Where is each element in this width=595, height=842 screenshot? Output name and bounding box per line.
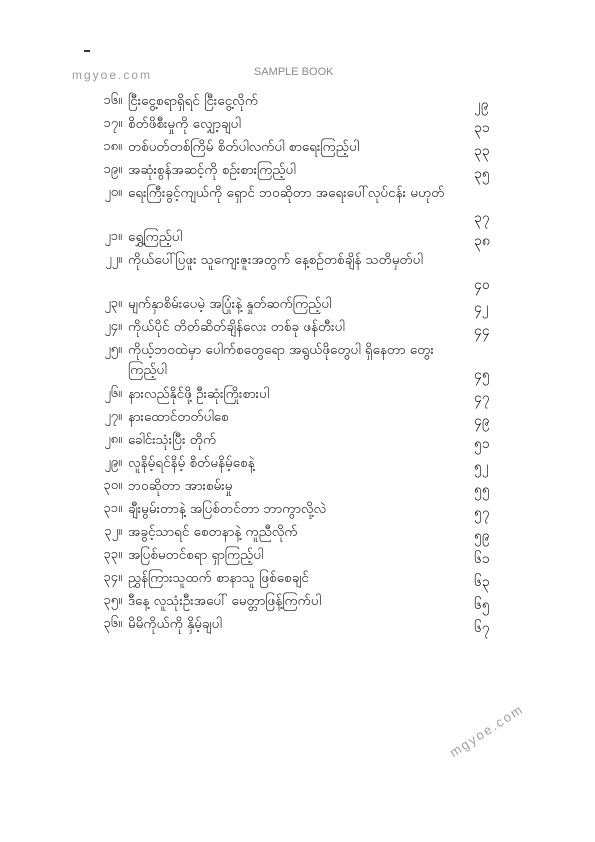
toc-title: မျက်နှာစိမ်းပေမဲ့ အပြုံးနဲ့ နှုတ်ဆက်ကြည့်ပါ: [128, 296, 332, 312]
toc-number: ၂၄။: [104, 319, 122, 334]
toc-number: ၃၀။: [103, 478, 122, 493]
toc-number: ၃၁။: [103, 501, 122, 516]
toc-title: ချီးမွမ်းတာနဲ့ အပြစ်တင်တာ ဘာကွာလို့လဲ: [128, 501, 327, 517]
toc-number: ၁၈။: [103, 139, 122, 154]
toc-title: ဒီနေ့ လူသုံးဦးအပေါ် မေတ္တာဖြန့်ကြက်ပါ: [128, 593, 321, 609]
toc-row: [0, 473, 595, 496]
toc-page: ၄၇: [474, 390, 490, 406]
sample-book-label: SAMPLE BOOK: [254, 66, 334, 78]
toc-number: ၁၉။: [103, 162, 122, 177]
toc-title: နားလည်နိုင်ဖို့ ဦးဆုံးကြိုးစားပါ: [128, 386, 270, 402]
toc-row: [0, 157, 595, 180]
toc-row: [0, 611, 595, 634]
toc-page: ၃၃: [474, 143, 490, 159]
toc-row: [0, 314, 595, 337]
toc-title: ညွှန်ကြားသူထက် စာနာသူ ဖြစ်စေချင်: [128, 570, 309, 586]
toc-row: [0, 496, 595, 519]
toc-number: ၂၇။: [104, 409, 122, 424]
toc-page: ၅၁: [474, 436, 490, 452]
toc-page: ၄၅: [474, 367, 490, 383]
toc-number: ၂၅။: [104, 342, 122, 357]
toc-title: စိတ်ဖိစီးမှုကို လျှော့ချပါ: [128, 116, 241, 132]
toc-number: ၃၂။: [104, 524, 122, 539]
toc-page: ၅၅: [474, 482, 490, 498]
toc-title: လူနိမ့်ရင်နိမ့် စိတ်မနိမ့်စေနဲ့: [128, 455, 255, 471]
toc-number: ၃၃။: [103, 547, 122, 562]
toc-row: [0, 224, 595, 247]
toc-page: ၂၉: [474, 97, 489, 113]
toc-number: ၁၇။: [103, 116, 122, 131]
toc-row: [0, 519, 595, 542]
toc-page: ၅၉: [474, 528, 490, 544]
toc-title: ကိုယ်ပေါ်ပြဖူး သူကျေးဇူးအတွက် နေ့စဉ်တစ်ချိန် သတိမှတ်ပါ: [128, 252, 423, 268]
toc-row: [0, 404, 595, 427]
toc-number: ၂၃။: [104, 296, 122, 311]
toc-row: [0, 427, 595, 450]
toc-number: ၃၆။: [103, 616, 122, 631]
table-of-contents: [0, 88, 595, 634]
toc-row: [0, 588, 595, 611]
toc-page: ၄၂: [474, 300, 489, 316]
toc-title: မိမိကိုယ်ကို နှိမ့်ချပါ: [128, 616, 222, 632]
toc-page: ၄၀: [474, 277, 490, 293]
toc-title: အခွင့်သာရင် စေတနာနဲ့ ကူညီလိုက်: [128, 524, 298, 540]
toc-title: တစ်ပတ်တစ်ကြိမ် စိတ်ပါလက်ပါ စာရေးကြည့်ပါ: [128, 139, 359, 155]
toc-row: [0, 291, 595, 314]
toc-number: ၁၆။: [103, 93, 122, 108]
toc-title: ကိုယ့်ဘဝထဲမှာ ပေါက်စတွေရော အရွယ်ဖိုတွေပါ ရှိနေတာ တွေးကြည့်ပါ: [128, 342, 434, 378]
toc-page: ၃၅: [474, 166, 490, 182]
toc-title: ရွှေ့ကြည့်ပါ: [128, 229, 182, 245]
toc-title: နားထောင်တတ်ပါစေ: [128, 409, 229, 425]
toc-page: ၄၄: [474, 323, 490, 339]
toc-row: [0, 381, 595, 404]
toc-title: အဆုံးစွန်အဆင့်ကို စဉ်းစားကြည့်ပါ: [128, 162, 296, 178]
toc-page: ၆၃: [474, 574, 490, 590]
toc-row: [0, 111, 595, 134]
toc-number: ၂၆။: [104, 386, 122, 401]
toc-page: ၄၉: [474, 413, 490, 429]
toc-number: ၂၂။: [105, 252, 122, 267]
toc-number: ၂၈။: [104, 432, 122, 447]
watermark-bottom: mgyoe.com: [446, 701, 527, 760]
toc-row: [0, 88, 595, 111]
toc-number: ၂၀။: [104, 185, 122, 200]
toc-number: ၂၉။: [104, 455, 122, 470]
toc-page: ၅၇: [474, 505, 490, 521]
toc-row: [0, 180, 595, 224]
toc-page: ၃၈: [474, 233, 490, 249]
header-dash: [84, 50, 90, 52]
toc-number: ၂၁။: [104, 229, 122, 244]
toc-title: အပြစ်မတင်စရာ ရှာကြည့်ပါ: [128, 547, 264, 563]
toc-row: [0, 247, 595, 291]
toc-page: ၆၅: [474, 597, 490, 613]
toc-page: ၃၇: [474, 210, 490, 226]
toc-page: ၆၁: [474, 551, 490, 567]
toc-page: ၃၁: [474, 120, 490, 136]
toc-page: ၅၂: [474, 459, 489, 475]
toc-title: ငြီးငွေ့စရာရှိရင် ငြီးငွေ့လိုက်: [128, 93, 259, 109]
toc-page: ၆၇: [474, 620, 490, 636]
toc-row: [0, 337, 595, 381]
toc-row: [0, 542, 595, 565]
watermark-top: mgyoe.com: [72, 68, 153, 82]
toc-row: [0, 134, 595, 157]
toc-number: ၃၅။: [103, 593, 122, 608]
toc-row: [0, 565, 595, 588]
toc-title: ခေါင်းသုံးပြီး တိုက်: [128, 432, 217, 448]
toc-title: ရေးကြီးခွင့်ကျယ်ကို ရှောင် ဘဝဆိုတာ အရေးပေါ်လုပ်ငန်း မဟုတ်: [128, 185, 445, 201]
toc-row: [0, 450, 595, 473]
toc-title: ဘဝဆိုတာ အားစမ်းမှု: [128, 478, 233, 494]
toc-number: ၃၄။: [103, 570, 122, 585]
toc-title: ကိုယ်ပိုင် တိတ်ဆိတ်ချိန်လေး တစ်ခု ဖန်တီးပါ: [128, 319, 345, 335]
